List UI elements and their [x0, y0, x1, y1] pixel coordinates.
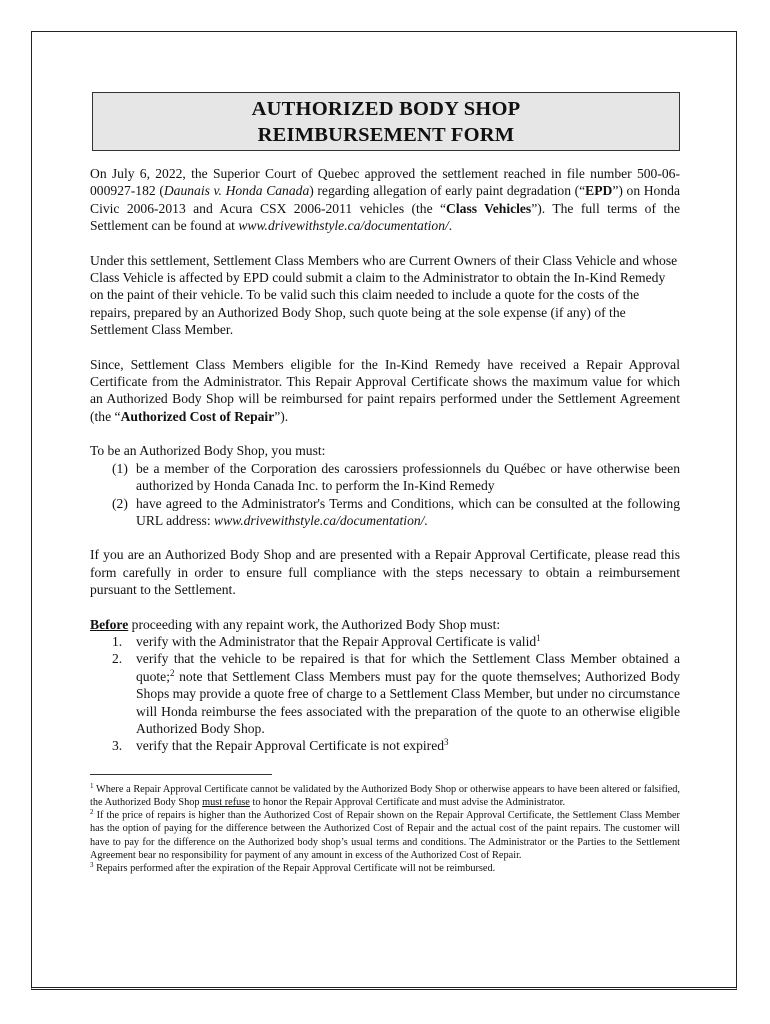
list-item: 2. verify that the vehicle to be repaired is that for which the Settlement Class Member obtained a quote;$^2$ note that Settlement Class Members must pay for the quote themselves; Authorized Body Shops may provide a quote free of charge to a Settlement Class Member, but under no circumstance will Honda reimburse the fees associated with the preparation of the quote to an otherwise eligible Authorized Body Shop.	[112, 651, 680, 736]
footnote-1: $^1$ Where a Repair Approval Certificate cannot be validated by the Authorized Body Shop or otherwise appears to have been altered or falsified, the Authorized Body Shop must refuse to honor the Repair Approval Certificate and must advise the Administrator.	[90, 781, 680, 808]
footnote-2: $^2$ If the price of repairs is higher than the Authorized Cost of Repair shown on the Repair Approval Certificate, the Settlement Class Member has the option of paying for the difference between the Authorized Cost of Repair and the actual cost of the paint repairs. The customer will have to pay for the difference on the Authorized body shop’s usual terms and conditions. The Administrator or the Parties to the Settlement Agreement bear no responsibility for payment of any amount in excess of the Authorized Cost of Repair.	[90, 808, 680, 861]
list-item: (2) have agreed to the Administrator's Terms and Conditions, which can be consulted at the following URL address: www.drivewithstyle.ca/documentation/.	[112, 495, 680, 528]
footnote-divider	[90, 774, 272, 775]
footnote-3: $^3$ Repairs performed after the expiration of the Repair Approval Certificate will not be reimbursed.	[90, 861, 496, 874]
case-name: Daunais v. Honda Canada	[163, 183, 310, 199]
list-item: (1) be a member of the Corporation des carossiers professionnels du Québec or have otherwise been authorized by Honda Canada Inc. to perform the In-Kind Remedy	[112, 460, 680, 494]
document-body	[90, 92, 680, 875]
steps-list	[90, 633, 680, 755]
settlement-paragraph: Under this settlement, Settlement Class Members who are Current Owners of their Class Vehicle and whose Class Vehicle is affected by EPD could submit a claim to the Administrator to obtain the In-Kind Remedy on the paint of their vehicle. To be valid such this claim needed to include a quote for the costs of the repairs, prepared by an Authorized Body Shop, such quote being at the sole expense (if any) of the Settlement Class Member.	[90, 252, 678, 338]
instructions-paragraph: If you are an Authorized Body Shop and are presented with a Repair Approval Certificate, please read this form carefully in order to ensure full compliance with the steps necessary to obtain a reimbursement pursuant to the Settlement.	[90, 547, 680, 598]
form-title-line-1: AUTHORIZED BODY SHOP	[251, 98, 521, 120]
list-item: 1. verify with the Administrator that the Repair Approval Certificate is valid$^1$	[112, 632, 541, 649]
documentation-link[interactable]: www.drivewithstyle.ca/documentation/	[238, 218, 449, 234]
list-item: 3. verify that the Repair Approval Certificate is not expired$^3$	[112, 737, 449, 754]
intro-paragraph: On July 6, 2022, the Superior Court of Quebec approved the settlement reached in file number 500-06-000927-182 (Daunais v. Honda Canada) regarding allegation of early paint degradation (“EPD”) on Honda Civic 2006-2013 and Acura CSX 2006-2011 vehicles (the “Class Vehicles”). The full terms of the Settlement can be found at www.drivewithstyle.ca/documentation/.	[90, 166, 680, 234]
certificate-paragraph: Since, Settlement Class Members eligible for the In-Kind Remedy have received a Repair Approval Certificate from the Administrator. This Repair Approval Certificate shows the maximum value for which an Authorized Body Shop will be reimbursed for paint repairs performed under the Settlement Agreement (the “Authorized Cost of Repair”).	[90, 356, 680, 424]
form-title-line-2: REIMBURSEMENT FORM	[257, 124, 515, 146]
terms-link[interactable]: www.drivewithstyle.ca/documentation/.	[214, 512, 428, 528]
requirements-intro: To be an Authorized Body Shop, you must:	[90, 443, 326, 459]
requirements-list	[90, 460, 680, 530]
before-heading: Before proceeding with any repaint work, the Authorized Body Shop must:	[90, 616, 501, 632]
form-title-box	[92, 92, 680, 151]
